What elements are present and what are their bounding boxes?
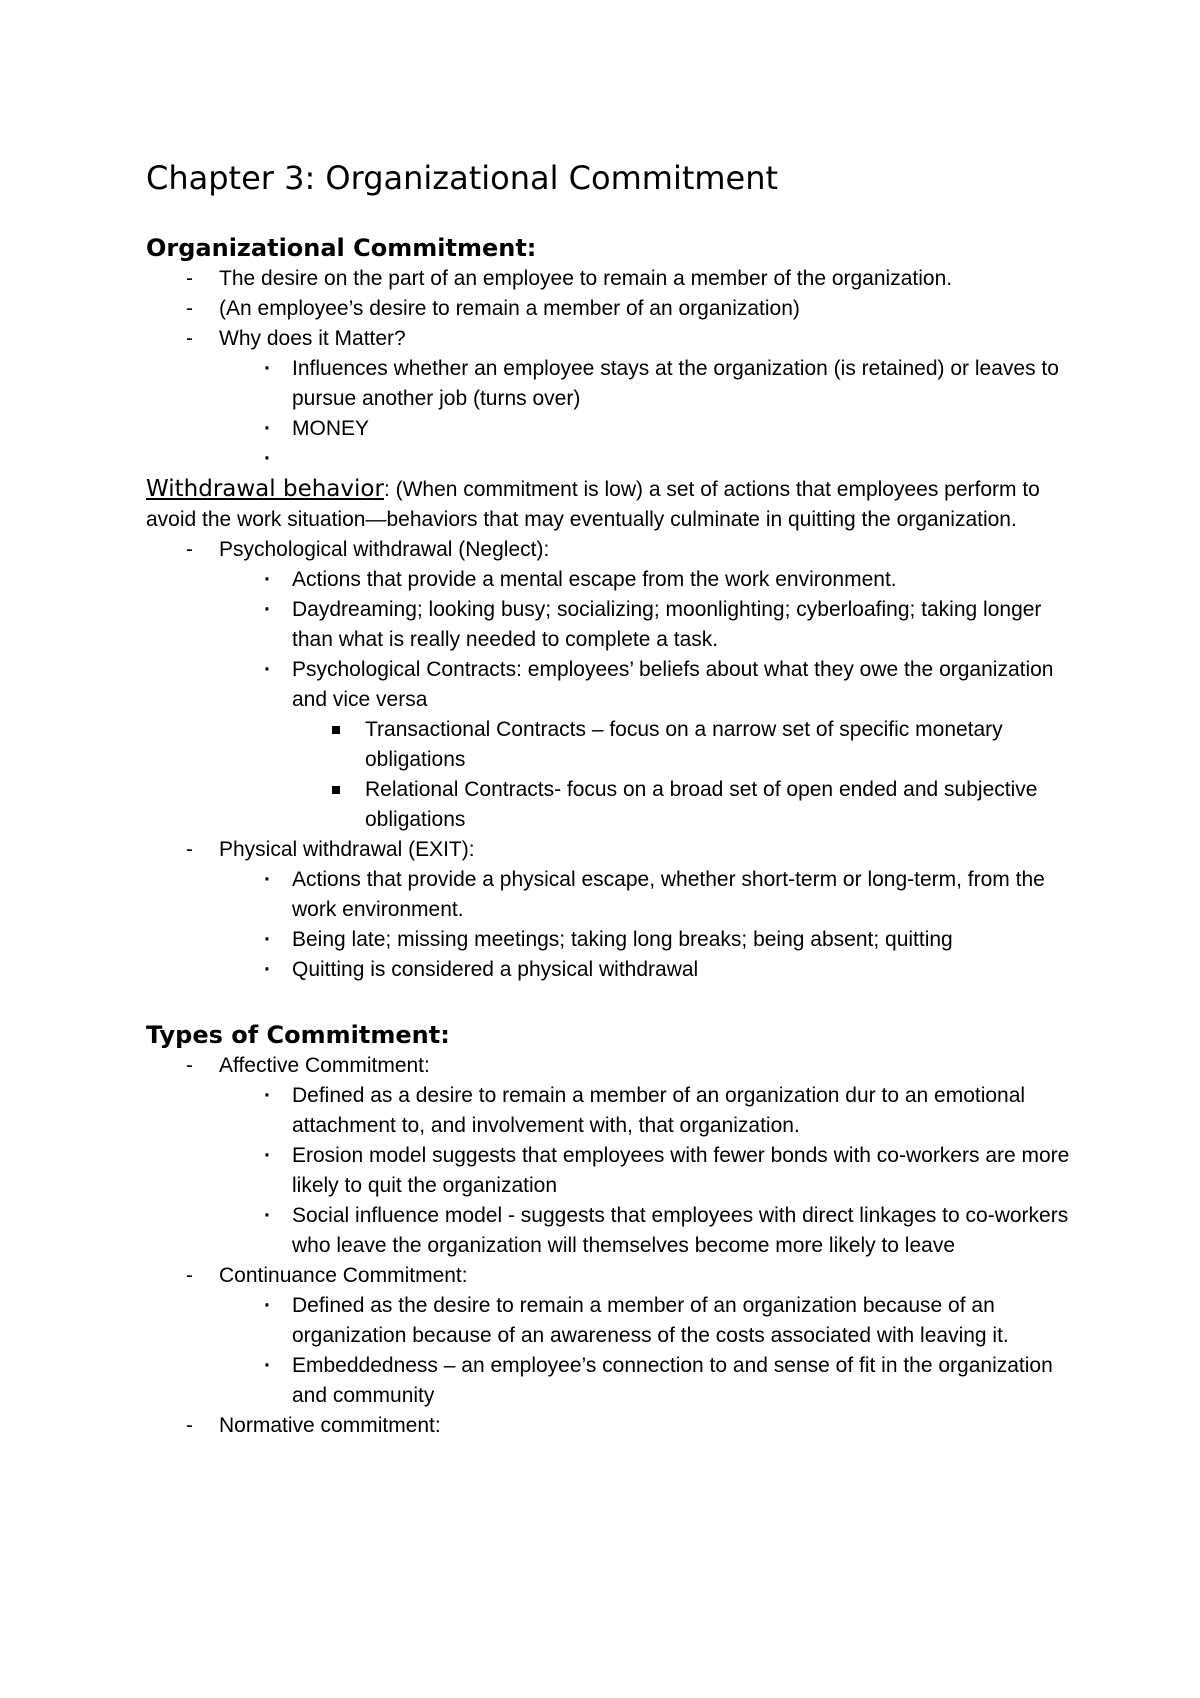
list-item: Relational Contracts- focus on a broad set of open ended and subjective obligations: [365, 775, 1086, 835]
list-item: - Affective Commitment: · Defined as a desire to remain a member of an organization dur to an emotional attachment to, and involvement with, that organization. · Erosion model suggests that employees with fewer bonds with co-workers are more likely to quit the organization · Social influence model - suggests that employees with direct linkages to co-workers who leave the organization will themselves become more likely to leave: [146, 1051, 1086, 1261]
dash-bullet: -: [186, 1054, 193, 1077]
dot-bullet: ·: [264, 447, 271, 470]
contracts-list: [292, 715, 1086, 835]
list-item: · Erosion model suggests that employees with fewer bonds with co-workers are more likely to quit the organization: [292, 1141, 1086, 1201]
dash-bullet: -: [186, 297, 193, 320]
list-item: · Defined as the desire to remain a member of an organization because of an organization because of an awareness of the costs associated with leaving it.: [292, 1291, 1086, 1351]
dot-bullet: ·: [264, 1204, 271, 1227]
page-title: Chapter 3: Organizational Commitment: [146, 159, 779, 197]
list-item: - Continuance Commitment: · Defined as the desire to remain a member of an organization because of an organization because of an awareness of the costs associated with leaving it. · Embeddedness – an employee’s connection to and sense of fit in the organization and community: [146, 1261, 1086, 1411]
organizational-commitment-list: [146, 264, 1086, 474]
physical-withdrawal-list: [219, 865, 1086, 985]
dot-bullet: ·: [264, 958, 271, 981]
list-item: - Why does it Matter? · Influences whether an employee stays at the organization (is retained) or leaves to pursue another job (turns over) · MONEY ·: [146, 324, 1086, 474]
list-item: · Embeddedness – an employee’s connection to and sense of fit in the organization and community: [292, 1351, 1086, 1411]
dot-bullet: ·: [264, 868, 271, 891]
square-bullet: [332, 726, 340, 734]
dash-bullet: -: [186, 1264, 193, 1287]
dot-bullet: ·: [264, 1354, 271, 1377]
affective-list: [219, 1081, 1086, 1261]
list-item: Transactional Contracts – focus on a narrow set of specific monetary obligations: [365, 715, 1086, 775]
list-item: - Physical withdrawal (EXIT): · Actions that provide a physical escape, whether short-term or long-term, from the work environment. · Being late; missing meetings; taking long breaks; being absent; quitting · Quitting is considered a physical withdrawal: [146, 835, 1086, 985]
dash-bullet: -: [186, 1414, 193, 1437]
list-item: - (An employee’s desire to remain a member of an organization): [146, 294, 1086, 324]
dash-bullet: -: [186, 838, 193, 861]
withdrawal-definition: Withdrawal behavior: (When commitment is low) a set of actions that employees perform to avoid the work situation—behaviors that may eventually culminate in quitting the organization.: [146, 476, 1040, 531]
list-item: - Psychological withdrawal (Neglect): · Actions that provide a mental escape from the work environment. · Daydreaming; looking busy; socializing; moonlighting; cyberloafing; taking longer than what is really needed to complete a task. · Psychological Contracts: employees’ beliefs about what they owe the organization and vice versa Transactional Contracts – focus on a narrow set of specific monetary obligations Relational Contracts- focus on a broad set of open ended and subjective obligations: [146, 535, 1086, 835]
list-item: · Being late; missing meetings; taking long breaks; being absent; quitting: [292, 925, 1086, 955]
psychological-withdrawal-list: [219, 565, 1086, 835]
dot-bullet: ·: [264, 568, 271, 591]
list-item: · Daydreaming; looking busy; socializing; moonlighting; cyberloafing; taking longer than what is really needed to complete a task.: [292, 595, 1086, 655]
document-page: [146, 158, 1086, 1441]
dot-bullet: ·: [264, 1144, 271, 1167]
list-item: - The desire on the part of an employee to remain a member of the organization.: [146, 264, 1086, 294]
dot-bullet: ·: [264, 598, 271, 621]
list-item: · Actions that provide a mental escape from the work environment.: [292, 565, 1086, 595]
list-item: · Psychological Contracts: employees’ beliefs about what they owe the organization and vice versa Transactional Contracts – focus on a narrow set of specific monetary obligations Relational Contracts- focus on a broad set of open ended and subjective obligations: [292, 655, 1086, 835]
list-item: · Social influence model - suggests that employees with direct linkages to co-workers who leave the organization will themselves become more likely to leave: [292, 1201, 1086, 1261]
dash-bullet: -: [186, 267, 193, 290]
list-item: · Actions that provide a physical escape, whether short-term or long-term, from the work environment.: [292, 865, 1086, 925]
section-heading-organizational-commitment: Organizational Commitment:: [146, 234, 537, 262]
list-item: · Influences whether an employee stays at the organization (is retained) or leaves to pursue another job (turns over): [292, 354, 1086, 414]
dash-bullet: -: [186, 327, 193, 350]
dot-bullet: ·: [264, 1294, 271, 1317]
list-item: - Normative commitment:: [146, 1411, 1086, 1441]
why-matter-list: [219, 354, 1086, 474]
square-bullet: [332, 786, 340, 794]
list-item: [264, 444, 1086, 474]
dash-bullet: -: [186, 538, 193, 561]
withdrawal-list: [146, 535, 1086, 985]
list-item: · Quitting is considered a physical withdrawal: [292, 955, 1086, 985]
dot-bullet: ·: [264, 1084, 271, 1107]
continuance-list: [219, 1291, 1086, 1411]
dot-bullet: ·: [264, 417, 271, 440]
list-item: · MONEY: [292, 414, 1086, 444]
dot-bullet: ·: [264, 658, 271, 681]
dot-bullet: ·: [264, 357, 271, 380]
withdrawal-behavior-term: Withdrawal behavior: [146, 476, 384, 502]
dot-bullet: ·: [264, 928, 271, 951]
section-heading-types-of-commitment: Types of Commitment:: [146, 1021, 450, 1049]
list-item: · Defined as a desire to remain a member of an organization dur to an emotional attachment to, and involvement with, that organization.: [292, 1081, 1086, 1141]
types-list: [146, 1051, 1086, 1441]
